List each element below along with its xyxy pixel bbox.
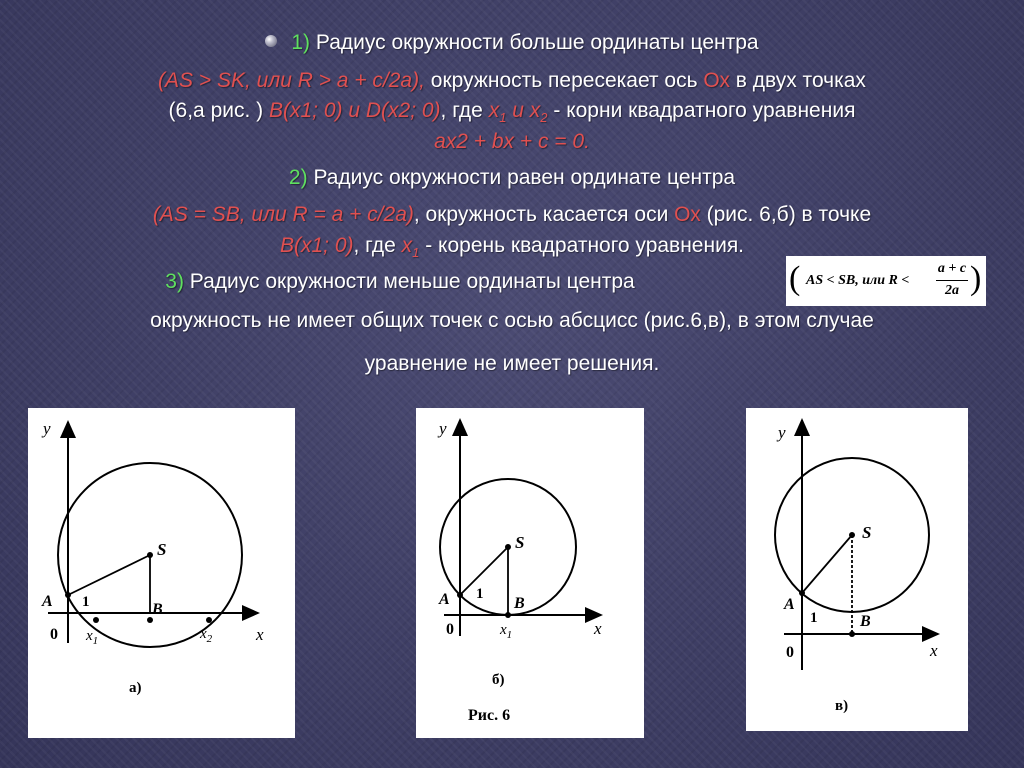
label-a: A [42,593,53,610]
label-one: 1 [82,594,90,610]
p2-root-text: - корень квадратного уравнения. [419,234,745,257]
label-b: B [514,595,525,612]
label-s: S [515,533,525,552]
caption-c: в) [835,698,849,714]
figure-c [746,408,968,731]
p3-text-2: окружность не имеет общих точек с осью абсцисс (рис.6,в), в этом случае [150,309,874,332]
p1-number: 1) [291,31,311,54]
point-x1 [93,617,99,623]
p1-where: , где [440,99,489,122]
p3-heading: Радиус окружности меньше ординаты центра [183,270,635,293]
label-y: y [439,419,447,438]
p1-points: B(x1; 0) и D(x2; 0) [268,99,441,122]
point-a [457,592,463,598]
p2-text-1: , окружность касается оси [413,203,675,226]
label-a: A [784,596,795,613]
bullet-icon [265,35,277,47]
p1-fig-ref: (6,а рис. ) [168,99,269,122]
p2-heading-line [0,166,1024,190]
label-x: x [594,619,602,638]
p1-ox: Ох [703,69,730,92]
point-s [849,532,855,538]
point-s [505,544,511,550]
figure-b-diagram [416,408,644,738]
p1-condition-line [0,69,1024,93]
point-a [65,592,71,598]
point-a [799,590,805,596]
p2-x1: $x_1$ [401,234,420,261]
p1-and: и [506,99,530,122]
formula-fraction-bar [936,280,968,281]
p2-condition: (AS = SB, или R = a + c/2a) [152,203,414,226]
point-b [849,631,855,637]
label-x1: $x_1$ [500,622,513,641]
formula-open-paren: ( [789,260,801,297]
figure-c-diagram [746,408,968,731]
radius-segment [68,555,150,595]
label-s: S [862,523,872,542]
label-a: A [439,591,450,608]
p3-line-2 [0,309,1024,333]
p2-number: 2) [288,166,308,189]
p2-where: , где [353,234,402,257]
label-x: x [930,641,938,660]
p3-formula-box [786,256,986,306]
label-y: y [778,423,786,442]
caption-a: а) [129,680,142,696]
label-s: S [157,540,167,559]
point-s [147,552,153,558]
radius-segment [460,547,508,595]
p2-point: B(x1; 0) [279,234,354,257]
formula-close-paren: ) [970,260,982,297]
p3-heading-line [0,270,912,294]
figure-title: Рис. 6 [468,707,511,724]
point-x2 [206,617,212,623]
p1-equation: ax2 + bx + c = 0. [434,130,590,153]
caption-b: б) [492,672,505,688]
formula-denominator: 2a [945,283,959,298]
p1-heading-line [0,31,1024,55]
figure-a-diagram [28,408,295,738]
p1-text-1: окружность пересекает ось [424,69,704,92]
figure-a [28,408,295,738]
label-x2: $x_2$ [200,626,213,645]
p1-condition: (AS > SK, или R > a + c/2a), [158,69,425,92]
label-zero: 0 [446,621,454,638]
p2-ox: Ох [674,203,701,226]
label-x: x [256,625,264,644]
point-b [505,612,511,618]
label-b: B [860,613,871,630]
p2-condition-line [0,203,1024,227]
figure-b [416,408,644,738]
p1-x1: $x_1$ [488,99,507,126]
p1-equation-line [0,130,1024,154]
formula-numerator: a + c [937,261,967,276]
p1-roots-line [0,99,1024,126]
label-one: 1 [476,586,484,602]
label-zero: 0 [50,626,58,643]
p2-text-2: (рис. 6,б) в точке [700,203,872,226]
p1-roots-text: - корни квадратного уравнения [547,99,856,122]
p2-heading: Радиус окружности равен ординате центра [307,166,736,189]
p2-root-line [0,234,1024,261]
label-x1: $x_1$ [86,628,99,647]
label-zero: 0 [786,644,794,661]
label-y: y [43,419,51,438]
p1-x2: $x_2$ [529,99,548,126]
p3-line-3 [0,352,1024,376]
label-b: B [152,601,163,618]
p1-heading: Радиус окружности больше ординаты центра [315,31,759,54]
label-one: 1 [810,610,818,626]
p3-text-3: уравнение не имеет решения. [364,352,660,375]
radius-segment [802,535,852,593]
p1-text-2: в двух точках [729,69,866,92]
formula-left: AS < SB, или R < [806,273,910,288]
p3-number: 3) [165,270,184,293]
